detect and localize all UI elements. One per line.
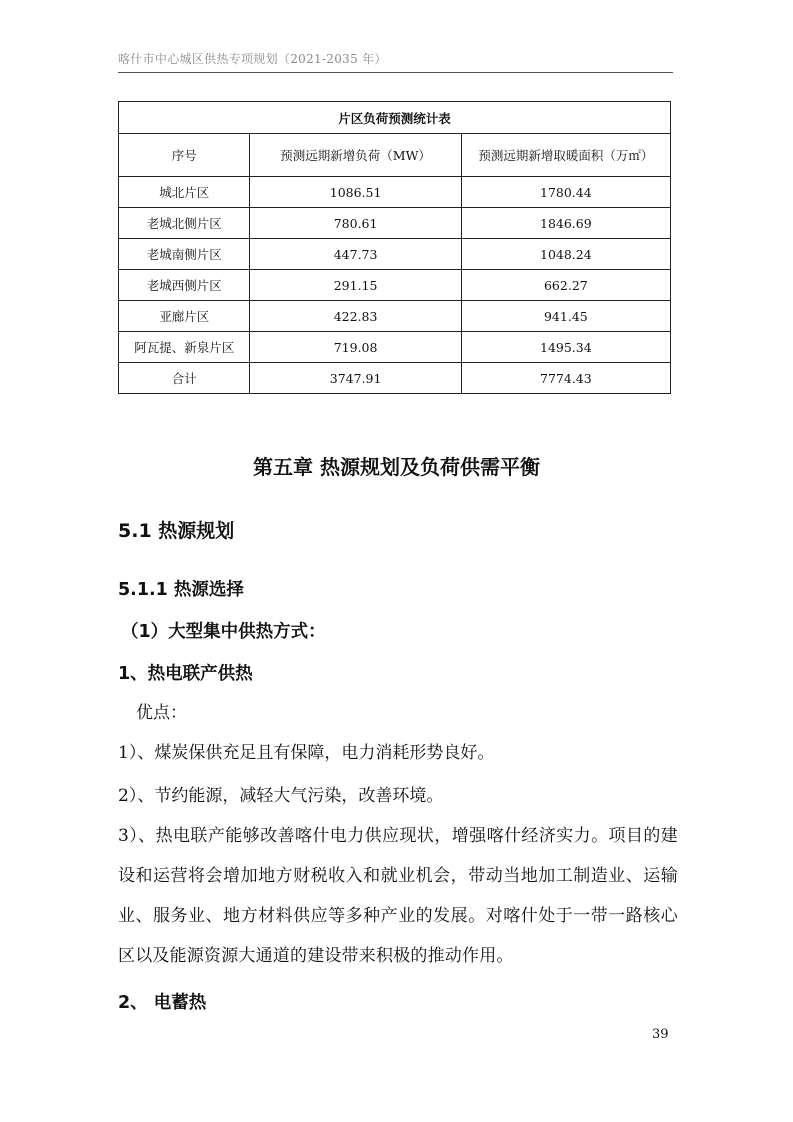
row-area: 1048.24: [461, 239, 670, 270]
table-row: [119, 208, 671, 239]
section-heading: 5.1 热源规划: [118, 520, 235, 542]
method-heading: （1）大型集中供热方式：: [121, 622, 326, 642]
row-area: 662.27: [461, 270, 670, 301]
page-number: 39: [652, 1027, 669, 1042]
row-name: 阿瓦提、新泉片区: [119, 332, 250, 363]
row-load: 291.15: [250, 270, 461, 301]
chapter-title: 第五章 热源规划及负荷供需平衡: [253, 455, 540, 479]
table-row: [119, 332, 671, 363]
row-name: 亚廊片区: [119, 301, 250, 332]
row-name: 老城西侧片区: [119, 270, 250, 301]
advantages-label: 优点：: [136, 703, 187, 723]
table-row: [119, 239, 671, 270]
row-area: 1780.44: [461, 177, 670, 208]
load-forecast-table: [118, 101, 671, 394]
row-name: 合计: [119, 363, 250, 394]
row-area: 7774.43: [461, 363, 670, 394]
column-header-load: 预测远期新增负荷（MW）: [250, 134, 461, 177]
table-row: [119, 301, 671, 332]
row-name: 老城南侧片区: [119, 239, 250, 270]
item-heading-chp: 1、热电联产供热: [118, 664, 253, 684]
item-heading-electric: 2、 电蓄热: [118, 993, 207, 1013]
row-load: 3747.91: [250, 363, 461, 394]
header-divider: [118, 72, 673, 73]
row-load: 780.61: [250, 208, 461, 239]
advantage-paragraph: 3）、热电联产能够改善喀什电力供应现状，增强喀什经济实力。项目的建设和运营将会增加地方财税收入和就业机会，带动当地加工制造业、运输业、服务业、地方材料供应等多种产业的发展。对喀什处于一带一路核心区以及能源资源大通道的建设带来积极的推动作用。: [118, 826, 678, 966]
row-load: 719.08: [250, 332, 461, 363]
row-name: 城北片区: [119, 177, 250, 208]
advantage-point: 1）、煤炭保供充足且有保障，电力消耗形势良好。: [118, 743, 495, 763]
running-header: 喀什市中心城区供热专项规划（2021-2035 年）: [118, 52, 387, 66]
table-row: [119, 270, 671, 301]
row-area: 1846.69: [461, 208, 670, 239]
row-area: 1495.34: [461, 332, 670, 363]
table-total-row: [119, 363, 671, 394]
row-name: 老城北侧片区: [119, 208, 250, 239]
row-area: 941.45: [461, 301, 670, 332]
table-row: [119, 177, 671, 208]
table-caption: 片区负荷预测统计表: [119, 102, 671, 134]
row-load: 422.83: [250, 301, 461, 332]
advantage-point: 2）、节约能源，减轻大气污染，改善环境。: [118, 786, 444, 806]
row-load: 1086.51: [250, 177, 461, 208]
column-header-area: 预测远期新增取暖面积（万㎡）: [461, 134, 670, 177]
column-header-index: 序号: [119, 134, 250, 177]
row-load: 447.73: [250, 239, 461, 270]
subsection-heading: 5.1.1 热源选择: [118, 580, 244, 600]
